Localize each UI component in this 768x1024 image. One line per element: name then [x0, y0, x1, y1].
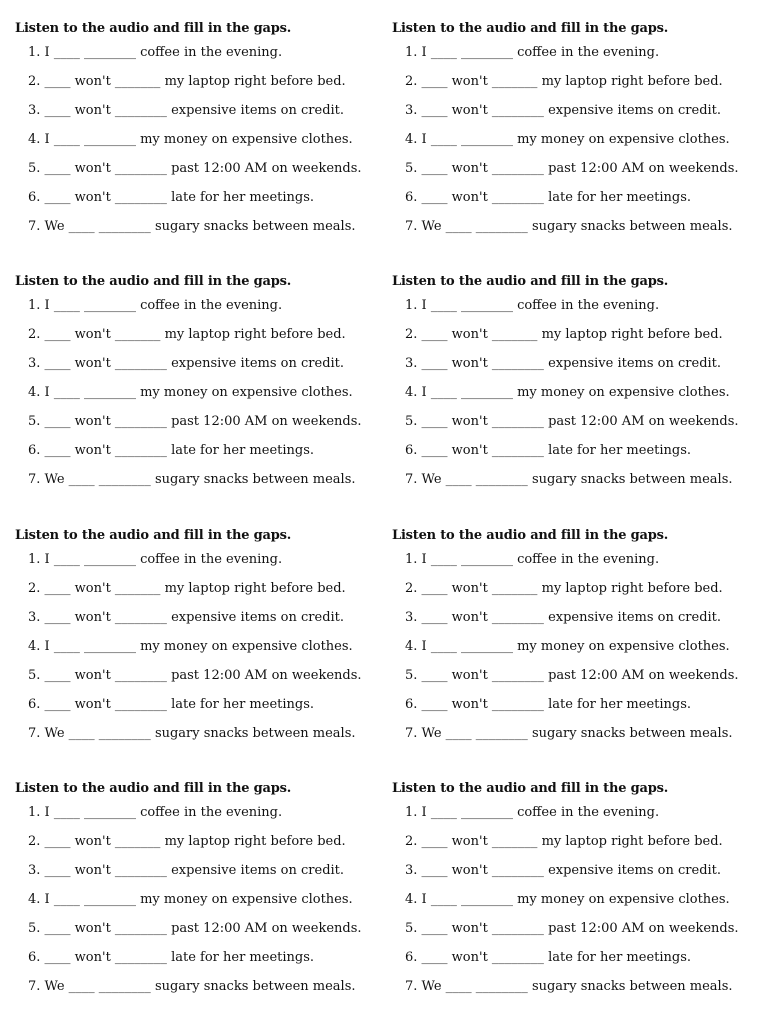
item-number: 3. [28, 610, 41, 625]
item-number: 3. [28, 863, 41, 878]
item-number: 7. [405, 979, 418, 994]
item-number: 1. [405, 552, 418, 567]
item-number: 6. [405, 697, 418, 712]
item-number: 6. [28, 950, 41, 965]
exercise-sentence [405, 411, 739, 433]
exercise-sentence [405, 549, 659, 571]
exercise-sentence [28, 187, 314, 209]
sentence-text: I ____ ________ coffee in the evening. [44, 298, 283, 313]
sentence-text: I ____ ________ my money on expensive clothes. [44, 385, 353, 400]
exercise-sentence [405, 860, 721, 882]
exercise-sentence [28, 440, 314, 462]
exercise-sentence [28, 607, 344, 629]
item-number: 7. [405, 219, 418, 234]
exercise-title: Listen to the audio and fill in the gaps. [15, 528, 292, 543]
sentence-text: ____ won't _______ my laptop right before bed. [44, 581, 346, 596]
item-number: 7. [405, 472, 418, 487]
item-number: 7. [28, 979, 41, 994]
item-number: 6. [28, 190, 41, 205]
item-number: 2. [405, 74, 418, 89]
exercise-block [15, 519, 387, 759]
item-number: 6. [28, 697, 41, 712]
sentence-text: ____ won't ________ past 12:00 AM on weekends. [421, 414, 739, 429]
exercise-block [15, 265, 387, 505]
exercise-sentence [405, 324, 723, 346]
sentence-text: ____ won't _______ my laptop right before bed. [44, 74, 346, 89]
exercise-sentence [405, 469, 733, 491]
exercise-block [392, 519, 764, 759]
exercise-title: Listen to the audio and fill in the gaps. [15, 781, 292, 796]
item-number: 5. [405, 668, 418, 683]
item-number: 7. [405, 726, 418, 741]
sentence-text: ____ won't ________ expensive items on credit. [44, 863, 345, 878]
item-number: 3. [405, 863, 418, 878]
exercise-sentence [405, 100, 721, 122]
sentence-text: We ____ ________ sugary snacks between meals. [44, 726, 356, 741]
sentence-text: I ____ ________ my money on expensive clothes. [44, 639, 353, 654]
exercise-title: Listen to the audio and fill in the gaps. [392, 21, 669, 36]
item-number: 5. [405, 414, 418, 429]
exercise-sentence [405, 889, 730, 911]
sentence-text: ____ won't _______ my laptop right before bed. [421, 581, 723, 596]
sentence-text: I ____ ________ my money on expensive clothes. [421, 639, 730, 654]
sentence-text: ____ won't ________ late for her meetings. [44, 443, 315, 458]
sentence-text: We ____ ________ sugary snacks between meals. [44, 219, 356, 234]
item-number: 5. [28, 668, 41, 683]
exercise-sentence [405, 636, 730, 658]
item-number: 4. [28, 892, 41, 907]
item-number: 6. [405, 443, 418, 458]
exercise-title: Listen to the audio and fill in the gaps. [15, 274, 292, 289]
sentence-text: ____ won't ________ expensive items on credit. [421, 863, 722, 878]
sentence-text: I ____ ________ my money on expensive clothes. [421, 385, 730, 400]
exercise-sentence [405, 440, 691, 462]
item-number: 7. [28, 472, 41, 487]
exercise-sentence [28, 353, 344, 375]
item-number: 3. [28, 103, 41, 118]
item-number: 5. [28, 921, 41, 936]
sentence-text: I ____ ________ coffee in the evening. [421, 805, 660, 820]
sentence-text: ____ won't _______ my laptop right before bed. [421, 74, 723, 89]
item-number: 7. [28, 726, 41, 741]
sentence-text: I ____ ________ coffee in the evening. [44, 552, 283, 567]
exercise-sentence [405, 607, 721, 629]
exercise-sentence [405, 382, 730, 404]
item-number: 1. [405, 298, 418, 313]
sentence-text: I ____ ________ coffee in the evening. [421, 552, 660, 567]
exercise-sentence [28, 71, 346, 93]
item-number: 1. [28, 298, 41, 313]
item-number: 3. [405, 103, 418, 118]
sentence-text: ____ won't _______ my laptop right before bed. [421, 834, 723, 849]
item-number: 4. [28, 132, 41, 147]
sentence-text: ____ won't ________ past 12:00 AM on weekends. [44, 921, 362, 936]
exercise-sentence [405, 71, 723, 93]
sentence-text: ____ won't ________ expensive items on credit. [44, 610, 345, 625]
exercise-sentence [28, 665, 362, 687]
sentence-text: ____ won't ________ past 12:00 AM on weekends. [421, 921, 739, 936]
sentence-text: ____ won't ________ past 12:00 AM on weekends. [421, 161, 739, 176]
exercise-sentence [28, 382, 353, 404]
item-number: 2. [405, 327, 418, 342]
sentence-text: ____ won't ________ expensive items on credit. [421, 103, 722, 118]
item-number: 4. [28, 639, 41, 654]
item-number: 5. [28, 414, 41, 429]
sentence-text: ____ won't ________ expensive items on credit. [421, 356, 722, 371]
exercise-sentence [28, 889, 353, 911]
exercise-sentence [28, 694, 314, 716]
exercise-sentence [28, 100, 344, 122]
sentence-text: I ____ ________ my money on expensive clothes. [44, 892, 353, 907]
exercise-sentence [405, 295, 659, 317]
item-number: 6. [405, 190, 418, 205]
exercise-sentence [405, 831, 723, 853]
item-number: 1. [28, 805, 41, 820]
exercise-sentence [28, 216, 356, 238]
sentence-text: ____ won't ________ late for her meetings. [44, 950, 315, 965]
item-number: 1. [28, 552, 41, 567]
exercise-sentence [28, 918, 362, 940]
sentence-text: We ____ ________ sugary snacks between meals. [421, 726, 733, 741]
exercise-sentence [28, 831, 346, 853]
item-number: 2. [28, 581, 41, 596]
item-number: 7. [28, 219, 41, 234]
exercise-sentence [28, 42, 282, 64]
exercise-title: Listen to the audio and fill in the gaps. [15, 21, 292, 36]
exercise-title: Listen to the audio and fill in the gaps. [392, 528, 669, 543]
item-number: 1. [28, 45, 41, 60]
exercise-block [392, 772, 764, 1012]
exercise-sentence [405, 723, 733, 745]
exercise-sentence [28, 723, 356, 745]
exercise-sentence [405, 665, 739, 687]
exercise-sentence [28, 324, 346, 346]
item-number: 5. [28, 161, 41, 176]
item-number: 5. [405, 921, 418, 936]
exercise-sentence [405, 216, 733, 238]
sentence-text: I ____ ________ coffee in the evening. [44, 805, 283, 820]
exercise-sentence [28, 469, 356, 491]
item-number: 4. [405, 132, 418, 147]
item-number: 6. [405, 950, 418, 965]
sentence-text: ____ won't ________ late for her meetings. [421, 697, 692, 712]
item-number: 3. [28, 356, 41, 371]
exercise-block [15, 12, 387, 252]
item-number: 4. [405, 892, 418, 907]
sentence-text: I ____ ________ my money on expensive clothes. [44, 132, 353, 147]
sentence-text: We ____ ________ sugary snacks between meals. [421, 472, 733, 487]
item-number: 4. [405, 385, 418, 400]
sentence-text: We ____ ________ sugary snacks between meals. [421, 219, 733, 234]
item-number: 4. [28, 385, 41, 400]
item-number: 2. [405, 834, 418, 849]
exercise-sentence [405, 158, 739, 180]
sentence-text: We ____ ________ sugary snacks between meals. [44, 472, 356, 487]
item-number: 4. [405, 639, 418, 654]
item-number: 1. [405, 45, 418, 60]
sentence-text: ____ won't ________ late for her meetings. [421, 950, 692, 965]
item-number: 1. [405, 805, 418, 820]
sentence-text: ____ won't _______ my laptop right before bed. [44, 327, 346, 342]
exercise-title: Listen to the audio and fill in the gaps. [392, 781, 669, 796]
sentence-text: We ____ ________ sugary snacks between meals. [44, 979, 356, 994]
exercise-sentence [405, 129, 730, 151]
sentence-text: ____ won't _______ my laptop right before bed. [44, 834, 346, 849]
exercise-sentence [28, 158, 362, 180]
exercise-sentence [405, 187, 691, 209]
sentence-text: I ____ ________ my money on expensive clothes. [421, 132, 730, 147]
exercise-sentence [28, 860, 344, 882]
sentence-text: ____ won't ________ past 12:00 AM on weekends. [44, 161, 362, 176]
item-number: 2. [28, 74, 41, 89]
sentence-text: I ____ ________ coffee in the evening. [44, 45, 283, 60]
exercise-sentence [28, 549, 282, 571]
exercise-sentence [28, 129, 353, 151]
exercise-sentence [405, 976, 733, 998]
item-number: 6. [28, 443, 41, 458]
exercise-sentence [28, 295, 282, 317]
sentence-text: ____ won't ________ late for her meetings. [44, 697, 315, 712]
exercise-sentence [405, 947, 691, 969]
sentence-text: ____ won't _______ my laptop right before bed. [421, 327, 723, 342]
sentence-text: ____ won't ________ past 12:00 AM on weekends. [44, 414, 362, 429]
exercise-sentence [28, 802, 282, 824]
sentence-text: We ____ ________ sugary snacks between meals. [421, 979, 733, 994]
sentence-text: ____ won't ________ late for her meetings. [421, 190, 692, 205]
item-number: 2. [405, 581, 418, 596]
sentence-text: ____ won't ________ late for her meetings. [421, 443, 692, 458]
exercise-title: Listen to the audio and fill in the gaps. [392, 274, 669, 289]
exercise-sentence [405, 802, 659, 824]
exercise-sentence [405, 353, 721, 375]
sentence-text: I ____ ________ coffee in the evening. [421, 45, 660, 60]
exercise-sentence [28, 947, 314, 969]
item-number: 5. [405, 161, 418, 176]
sentence-text: ____ won't ________ expensive items on credit. [44, 356, 345, 371]
exercise-block [392, 12, 764, 252]
exercise-sentence [405, 578, 723, 600]
exercise-sentence [28, 578, 346, 600]
exercise-sentence [28, 976, 356, 998]
sentence-text: ____ won't ________ past 12:00 AM on weekends. [421, 668, 739, 683]
exercise-sentence [405, 42, 659, 64]
exercise-block [392, 265, 764, 505]
sentence-text: ____ won't ________ expensive items on credit. [421, 610, 722, 625]
sentence-text: I ____ ________ my money on expensive clothes. [421, 892, 730, 907]
sentence-text: I ____ ________ coffee in the evening. [421, 298, 660, 313]
item-number: 2. [28, 834, 41, 849]
exercise-sentence [28, 411, 362, 433]
exercise-sentence [405, 694, 691, 716]
exercise-block [15, 772, 387, 1012]
exercise-sentence [28, 636, 353, 658]
sentence-text: ____ won't ________ late for her meetings. [44, 190, 315, 205]
item-number: 3. [405, 356, 418, 371]
sentence-text: ____ won't ________ expensive items on credit. [44, 103, 345, 118]
item-number: 3. [405, 610, 418, 625]
sentence-text: ____ won't ________ past 12:00 AM on weekends. [44, 668, 362, 683]
exercise-sentence [405, 918, 739, 940]
item-number: 2. [28, 327, 41, 342]
